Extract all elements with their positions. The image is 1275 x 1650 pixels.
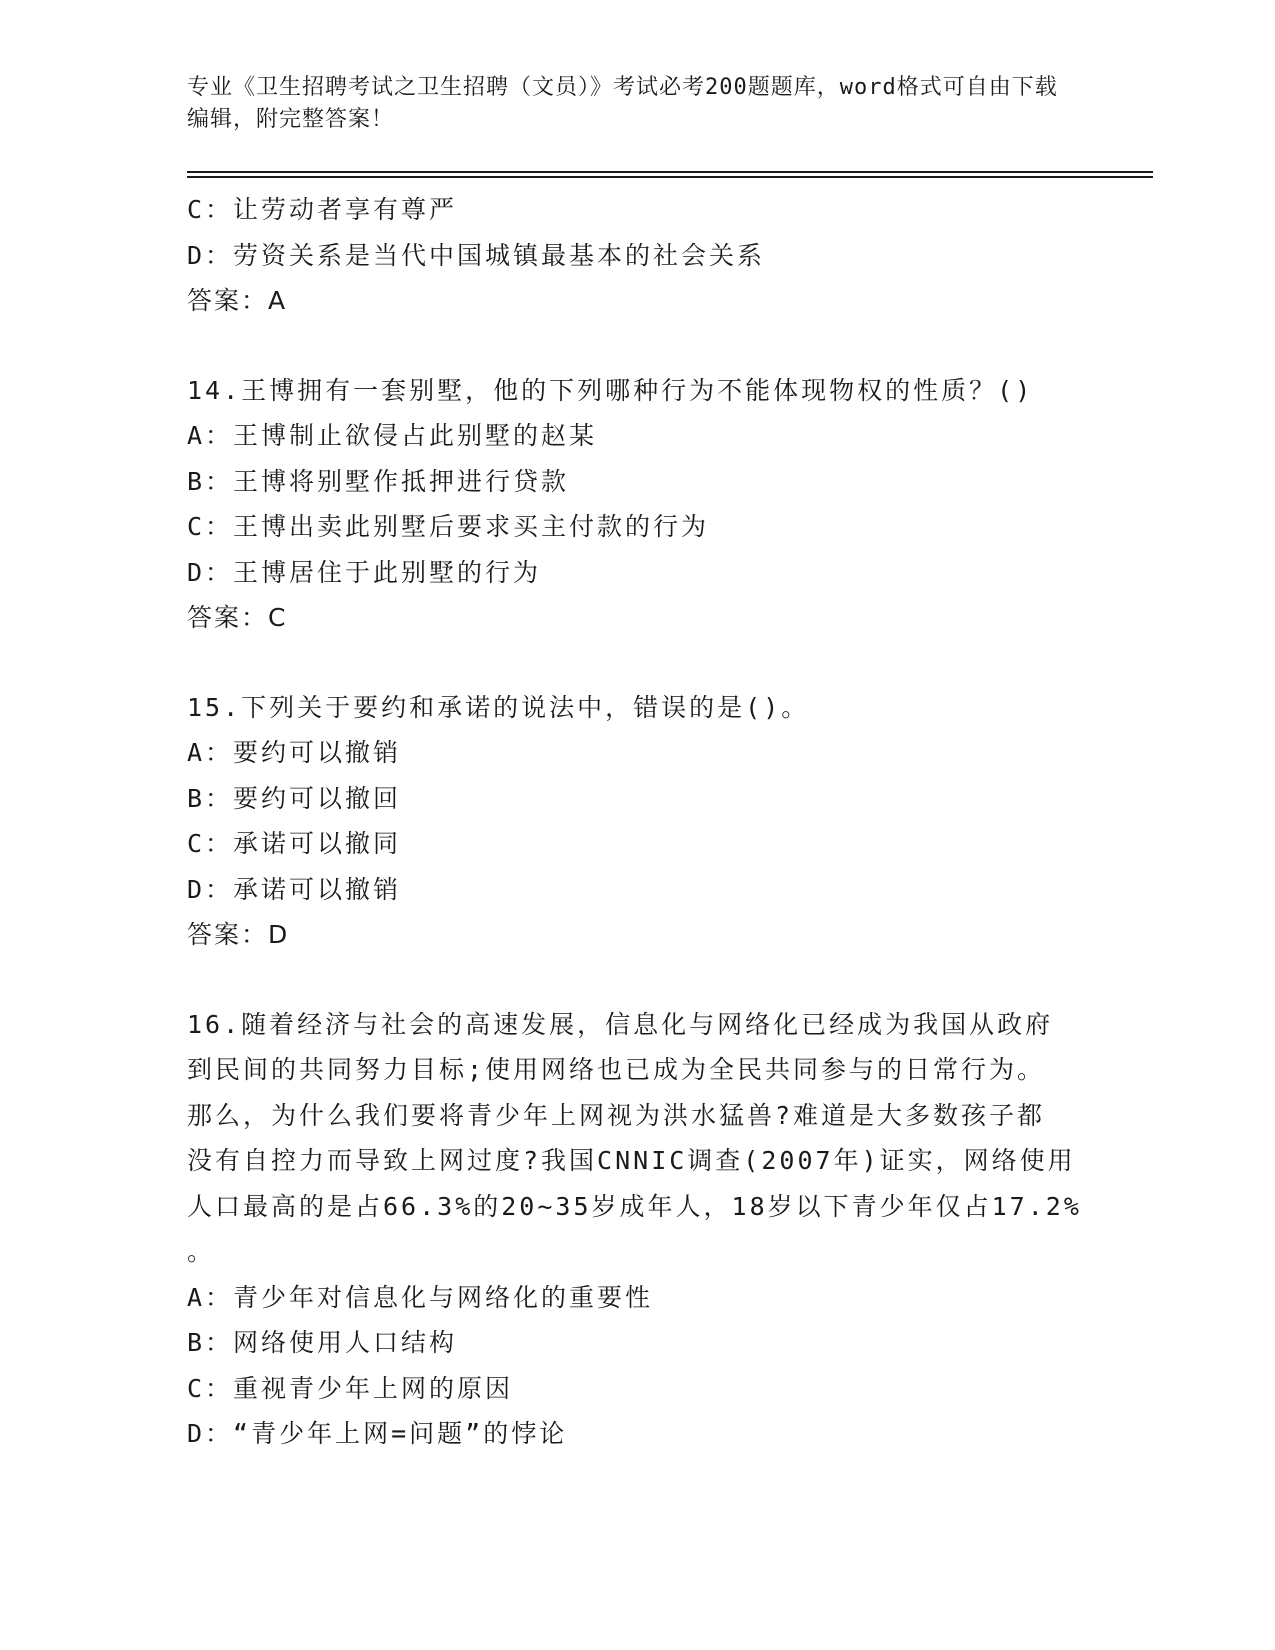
- header-rule-top: [187, 171, 1153, 173]
- option-b: B：要约可以撤回: [187, 783, 402, 813]
- option-a: A：要约可以撤销: [187, 738, 402, 767]
- option-a: A：青少年对信息化与网络化的重要性: [187, 1282, 654, 1312]
- option-b: B：网络使用人口结构: [187, 1328, 458, 1357]
- header-title: 专业《卫生招聘考试之卫生招聘（文员）》考试必考200题题库，word格式可自由下载编辑，附完整答案！: [187, 75, 1058, 132]
- spacer: [187, 958, 1087, 1002]
- question-text-line: 16.随着经济与社会的高速发展，信息化与网络化已经成为我国从政府: [187, 1009, 1054, 1039]
- option-c: C：承诺可以撤同: [187, 829, 402, 858]
- answer: 答案：A: [187, 286, 288, 315]
- option-d: D：“青少年上网=问题”的悖论: [187, 1419, 568, 1448]
- question-text-line: 没有自控力而导致上网过度?我国CNNIC调查(2007年)证实，网络使用: [187, 1146, 1076, 1175]
- spacer: [187, 324, 1087, 368]
- answer: 答案：D: [187, 920, 290, 949]
- header-rule-bottom: [187, 176, 1153, 178]
- question-14: [187, 368, 1087, 641]
- question-text-line: 人口最高的是占66.3%的20~35岁成年人，18岁以下青少年仅占17.2%: [187, 1191, 1082, 1221]
- option-c: C：让劳动者享有尊严: [187, 195, 458, 224]
- option-c: C：重视青少年上网的原因: [187, 1373, 514, 1403]
- answer: 答案：C: [187, 603, 288, 632]
- question-text: 15.下列关于要约和承诺的说法中，错误的是()。: [187, 692, 810, 722]
- option-b: B：王博将别墅作抵押进行贷款: [187, 466, 570, 496]
- option-c: C：王博出卖此别墅后要求买主付款的行为: [187, 512, 710, 541]
- question-15: [187, 685, 1087, 958]
- question-text-line: 。: [187, 1237, 216, 1266]
- option-d: D：劳资关系是当代中国城镇最基本的社会关系: [187, 240, 766, 270]
- document-header: [187, 72, 1067, 136]
- question-text-line: 那么，为什么我们要将青少年上网视为洪水猛兽?难道是大多数孩子都: [187, 1100, 1046, 1130]
- option-a: A：王博制止欲侵占此别墅的赵某: [187, 421, 598, 450]
- option-d: D：承诺可以撤销: [187, 874, 402, 904]
- question-text-line: 到民间的共同努力目标;使用网络也已成为全民共同参与的日常行为。: [187, 1055, 1046, 1084]
- question-list: [187, 187, 1087, 1457]
- spacer: [187, 641, 1087, 685]
- option-d: D：王博居住于此别墅的行为: [187, 557, 542, 587]
- question-16: [187, 1002, 1087, 1457]
- question-text: 14.王博拥有一套别墅，他的下列哪种行为不能体现物权的性质？(): [187, 375, 1034, 405]
- question-13: [187, 187, 1087, 324]
